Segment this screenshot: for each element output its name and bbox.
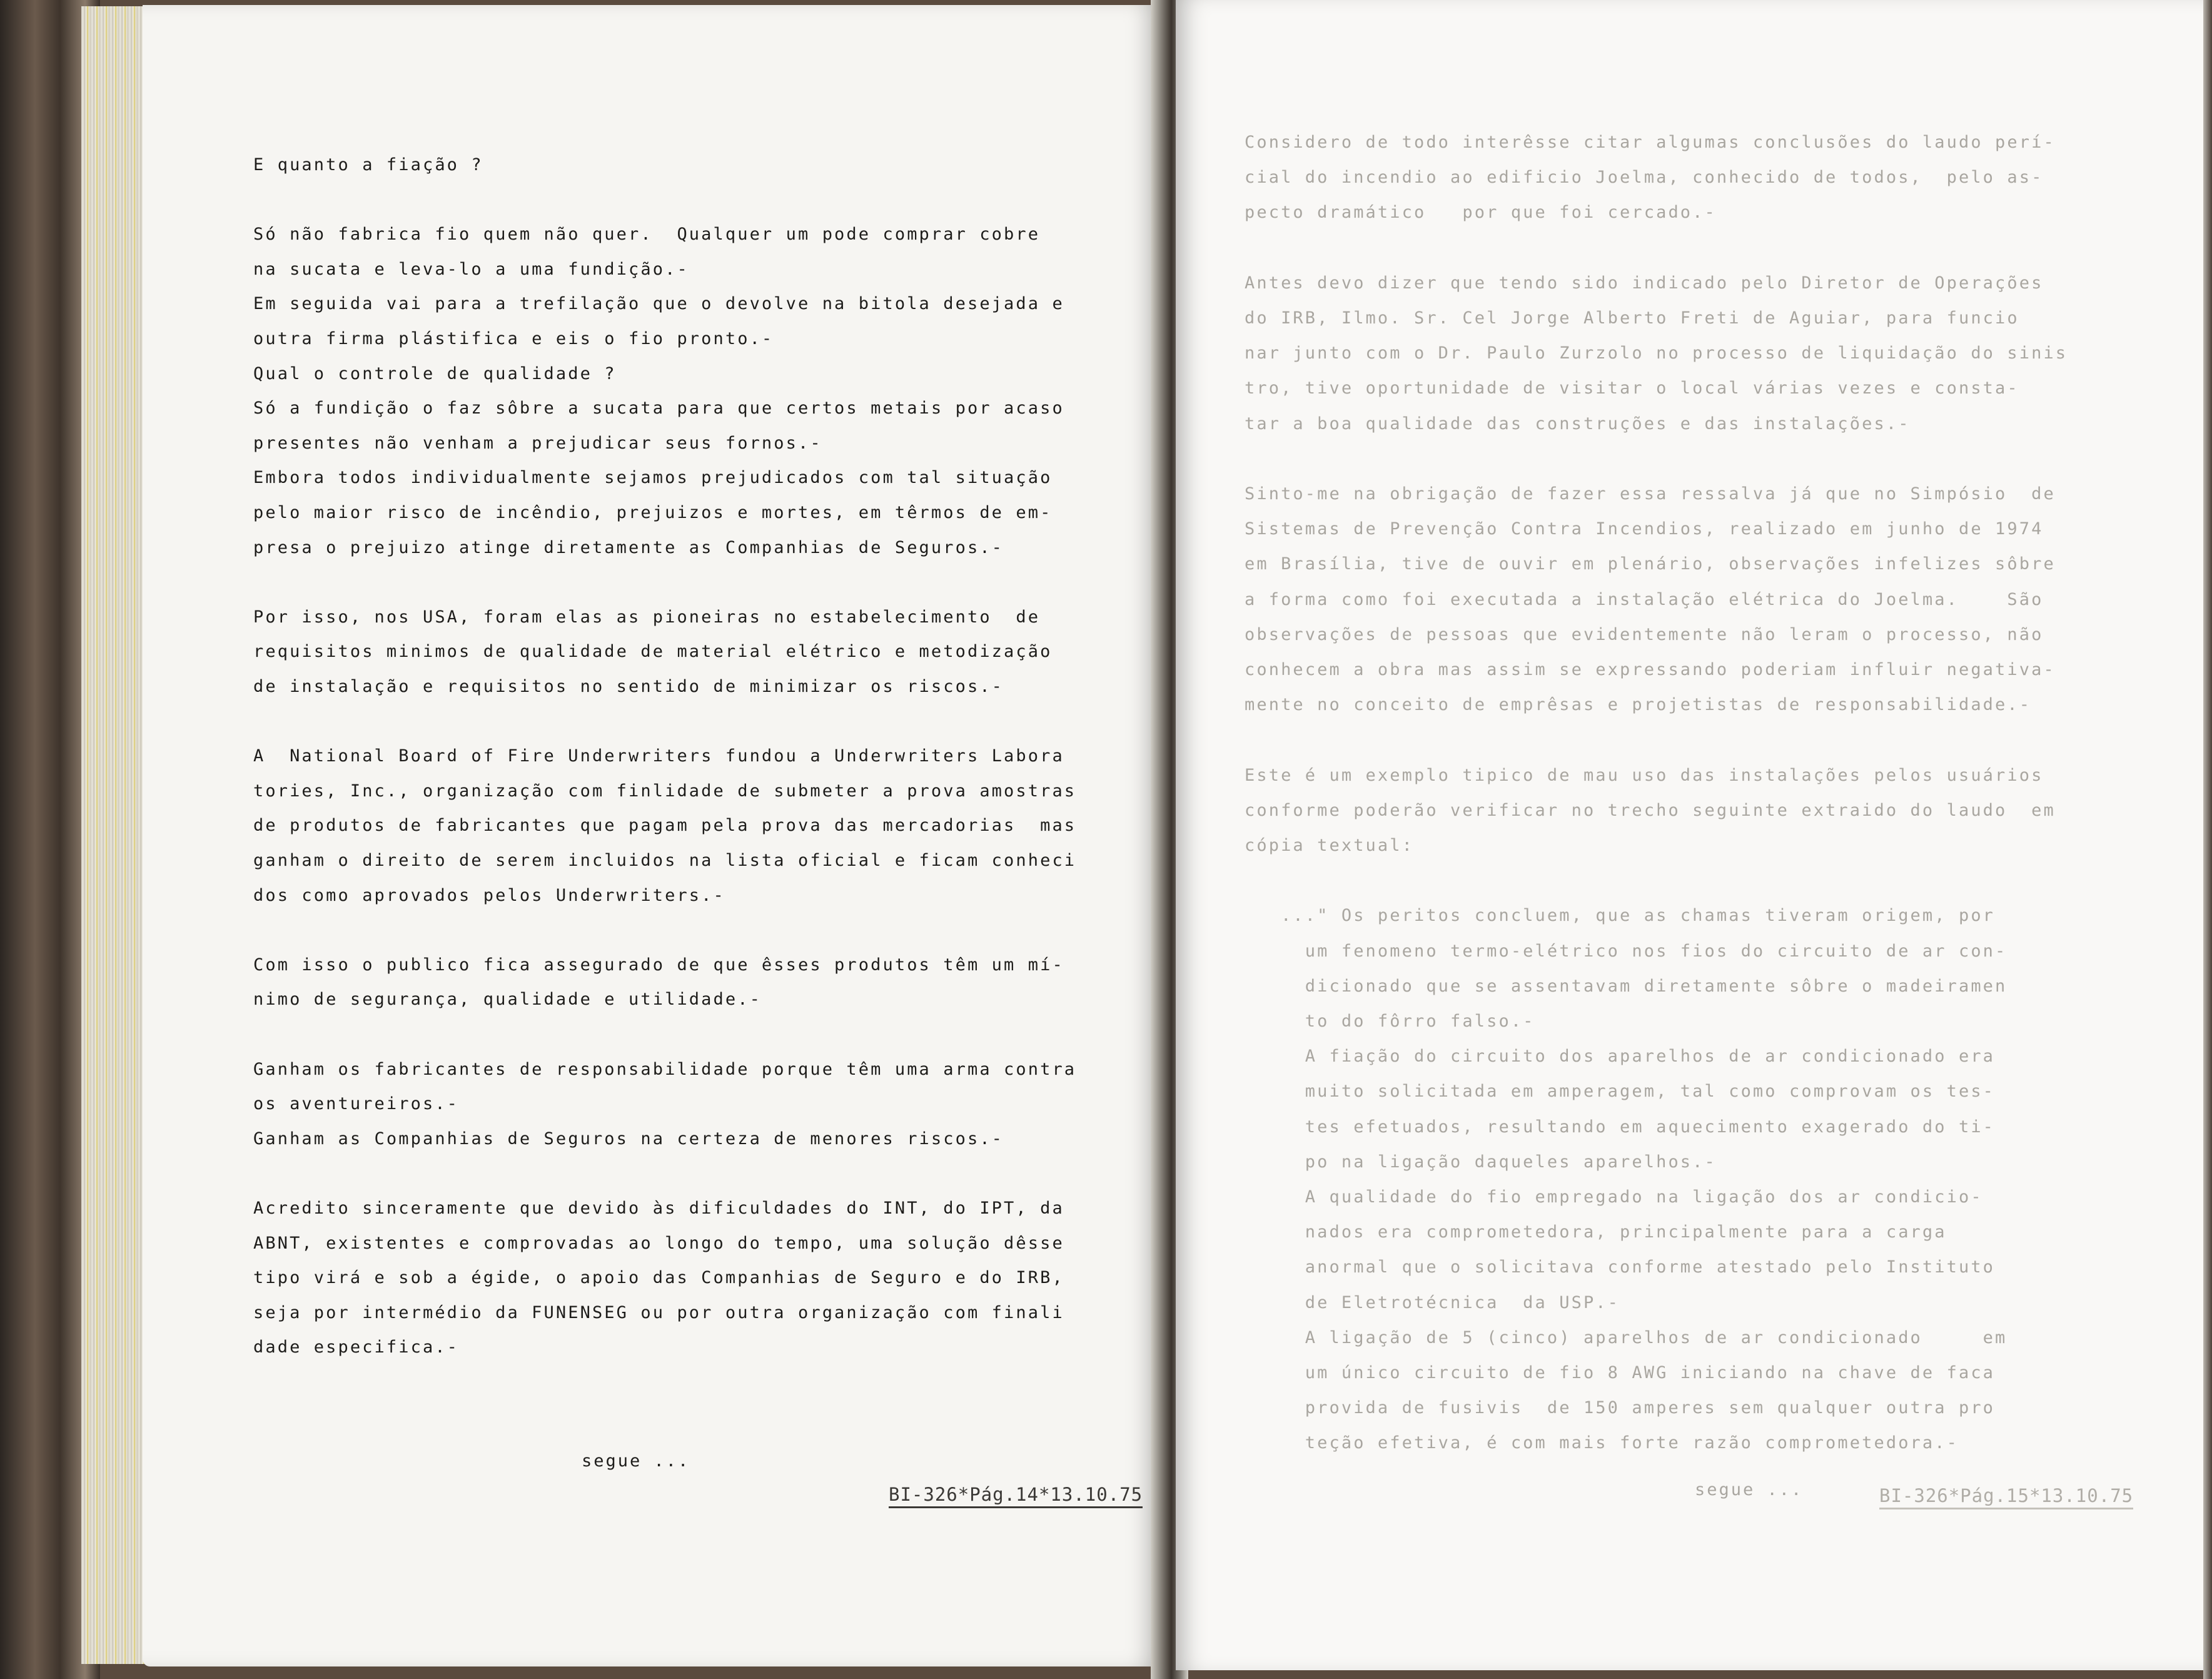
left-page-line: E quanto a fiação ? xyxy=(253,155,483,175)
left-page xyxy=(143,5,1159,1666)
right-page-line: Antes devo dizer que tendo sido indicado pelo Diretor de Operações xyxy=(1245,273,2044,293)
right-page-line: em Brasília, tive de ouvir em plenário, observações infelizes sôbre xyxy=(1245,554,2056,574)
right-page-line: Sistemas de Prevenção Contra Incendios, realizado em junho de 1974 xyxy=(1245,519,2044,539)
left-page-line: requisitos minimos de qualidade de material elétrico e metodização xyxy=(253,642,1053,662)
right-page-line: cópia textual: xyxy=(1245,836,1414,855)
left-page-line: outra firma plástifica e eis o fio pronto.- xyxy=(253,329,774,348)
right-page-line: pecto dramático por que foi cercado.- xyxy=(1245,203,1717,223)
right-page-line: tro, tive oportunidade de visitar o local várias vezes e consta- xyxy=(1245,378,2019,398)
left-page-line: ABNT, existentes e comprovadas ao longo do tempo, uma solução dêsse xyxy=(253,1233,1064,1253)
left-page-line: seja por intermédio da FUNENSEG ou por outra organização com finali xyxy=(253,1302,1064,1322)
right-page-line: do IRB, Ilmo. Sr. Cel Jorge Alberto Freti de Aguiar, para funcio xyxy=(1245,308,2019,328)
left-continue-note: segue ... xyxy=(582,1451,690,1471)
right-page-line: um fenomeno termo-elétrico nos fios do circuito de ar con- xyxy=(1245,941,2007,961)
right-page-line: mente no conceito de emprêsas e projetistas de responsabilidade.- xyxy=(1245,695,2032,715)
left-page-line: tipo virá e sob a égide, o apoio das Companhias de Seguro e do IRB, xyxy=(253,1268,1064,1288)
page-edges xyxy=(81,6,150,1664)
left-page-line: presa o prejuizo atinge diretamente as Companhias de Seguros.- xyxy=(253,537,1004,557)
right-page-line: a forma como foi executada a instalação elétrica do Joelma. São xyxy=(1245,589,2044,609)
right-page-line: anormal que o solicitava conforme atestado pelo Instituto xyxy=(1245,1257,1996,1277)
left-page-line: Só não fabrica fio quem não quer. Qualquer um pode comprar cobre xyxy=(253,225,1041,245)
right-page-line: um único circuito de fio 8 AWG iniciando na chave de faca xyxy=(1245,1363,1996,1382)
left-page-line: de produtos de fabricantes que pagam pela prova das mercadorias mas xyxy=(253,816,1077,836)
left-page-code: BI-326*Pág.14*13.10.75 xyxy=(889,1484,1143,1508)
right-page-code: BI-326*Pág.15*13.10.75 xyxy=(1879,1485,2133,1509)
right-page-line: de Eletrotécnica da USP.- xyxy=(1245,1292,1620,1312)
left-page-line: Ganham os fabricantes de responsabilidade porque têm uma arma contra xyxy=(253,1059,1077,1079)
right-page-line: A fiação do circuito dos aparelhos de ar condicionado era xyxy=(1245,1047,1996,1067)
left-page-line: nimo de segurança, qualidade e utilidade.- xyxy=(253,990,762,1010)
left-page-line: de instalação e requisitos no sentido de minimizar os riscos.- xyxy=(253,677,1004,696)
right-page-line: conforme poderão verificar no trecho seguinte extraido do laudo em xyxy=(1245,800,2056,820)
right-page-line: ..." Os peritos concluem, que as chamas tiveram origem, por xyxy=(1245,906,1996,926)
right-page-line: A ligação de 5 (cinco) aparelhos de ar condicionado em xyxy=(1245,1327,2007,1347)
right-page-line: tes efetuados, resultando em aquecimento exagerado do ti- xyxy=(1245,1117,1996,1137)
left-page-line: A National Board of Fire Underwriters fundou a Underwriters Labora xyxy=(253,746,1064,766)
right-page-line: po na ligação daqueles aparelhos.- xyxy=(1245,1152,1717,1172)
left-page-line: na sucata e leva-lo a uma fundição.- xyxy=(253,259,689,279)
right-continue-note: segue ... xyxy=(1695,1480,1804,1499)
left-page-line: Com isso o publico fica assegurado de que êsses produtos têm um mí- xyxy=(253,955,1064,975)
left-page-line: Acredito sinceramente que devido às dificuldades do INT, do IPT, da xyxy=(253,1199,1064,1218)
right-page-line: tar a boa qualidade das construções e das instalações.- xyxy=(1245,413,1911,434)
left-page-line: dos como aprovados pelos Underwriters.- xyxy=(253,885,725,905)
book-cover-right xyxy=(2203,0,2212,1679)
right-page-line: teção efetiva, é com mais forte razão comprometedora.- xyxy=(1245,1433,1959,1453)
left-page-line: tories, Inc., organização com finlidade de submeter a prova amostras xyxy=(253,781,1077,801)
right-page-line: nados era comprometedora, principalmente para a carga xyxy=(1245,1222,1947,1242)
right-page-line: cial do incendio ao edificio Joelma, conhecido de todos, pelo as- xyxy=(1245,168,2044,188)
left-page-line: Em seguida vai para a trefilação que o devolve na bitola desejada e xyxy=(253,294,1064,314)
right-page-line: Considero de todo interêsse citar algumas conclusões do laudo perí- xyxy=(1245,133,2056,152)
left-page-line: ganham o direito de serem incluidos na lista oficial e ficam conheci xyxy=(253,851,1077,870)
right-page-line: Este é um exemplo tipico de mau uso das instalações pelos usuários xyxy=(1245,765,2044,785)
right-page-line: observações de pessoas que evidentemente não leram o processo, não xyxy=(1245,624,2044,644)
right-page xyxy=(1176,0,2203,1670)
right-page-line: to do fôrro falso.- xyxy=(1245,1012,1535,1031)
left-page-line: presentes não venham a prejudicar seus fornos.- xyxy=(253,433,822,453)
right-page-line: dicionado que se assentavam diretamente sôbre o madeiramen xyxy=(1245,976,2007,996)
left-page-line: Embora todos individualmente sejamos prejudicados com tal situação xyxy=(253,468,1053,488)
left-page-line: pelo maior risco de incêndio, prejuizos e mortes, em têrmos de em- xyxy=(253,503,1053,522)
left-page-line: os aventureiros.- xyxy=(253,1094,460,1114)
left-page-line: Qual o controle de qualidade ? xyxy=(253,363,617,383)
right-page-line: nar junto com o Dr. Paulo Zurzolo no processo de liquidação do sinis xyxy=(1245,343,2068,363)
right-page-line: muito solicitada em amperagem, tal como comprovam os tes- xyxy=(1245,1082,1996,1102)
left-page-line: Ganham as Companhias de Seguros na certeza de menores riscos.- xyxy=(253,1129,1004,1149)
right-page-line: Sinto-me na obrigação de fazer essa ressalva já que no Simpósio de xyxy=(1245,484,2056,504)
right-page-line: A qualidade do fio empregado na ligação dos ar condicio- xyxy=(1245,1187,1983,1207)
left-page-line: Por isso, nos USA, foram elas as pioneiras no estabelecimento de xyxy=(253,607,1041,627)
right-page-line: conhecem a obra mas assim se expressando poderiam influir negativa- xyxy=(1245,660,2056,679)
right-page-line: provida de fusivis de 150 amperes sem qualquer outra pro xyxy=(1245,1398,1996,1418)
left-page-line: dade especifica.- xyxy=(253,1337,460,1357)
left-page-line: Só a fundição o faz sôbre a sucata para que certos metais por acaso xyxy=(253,398,1064,418)
